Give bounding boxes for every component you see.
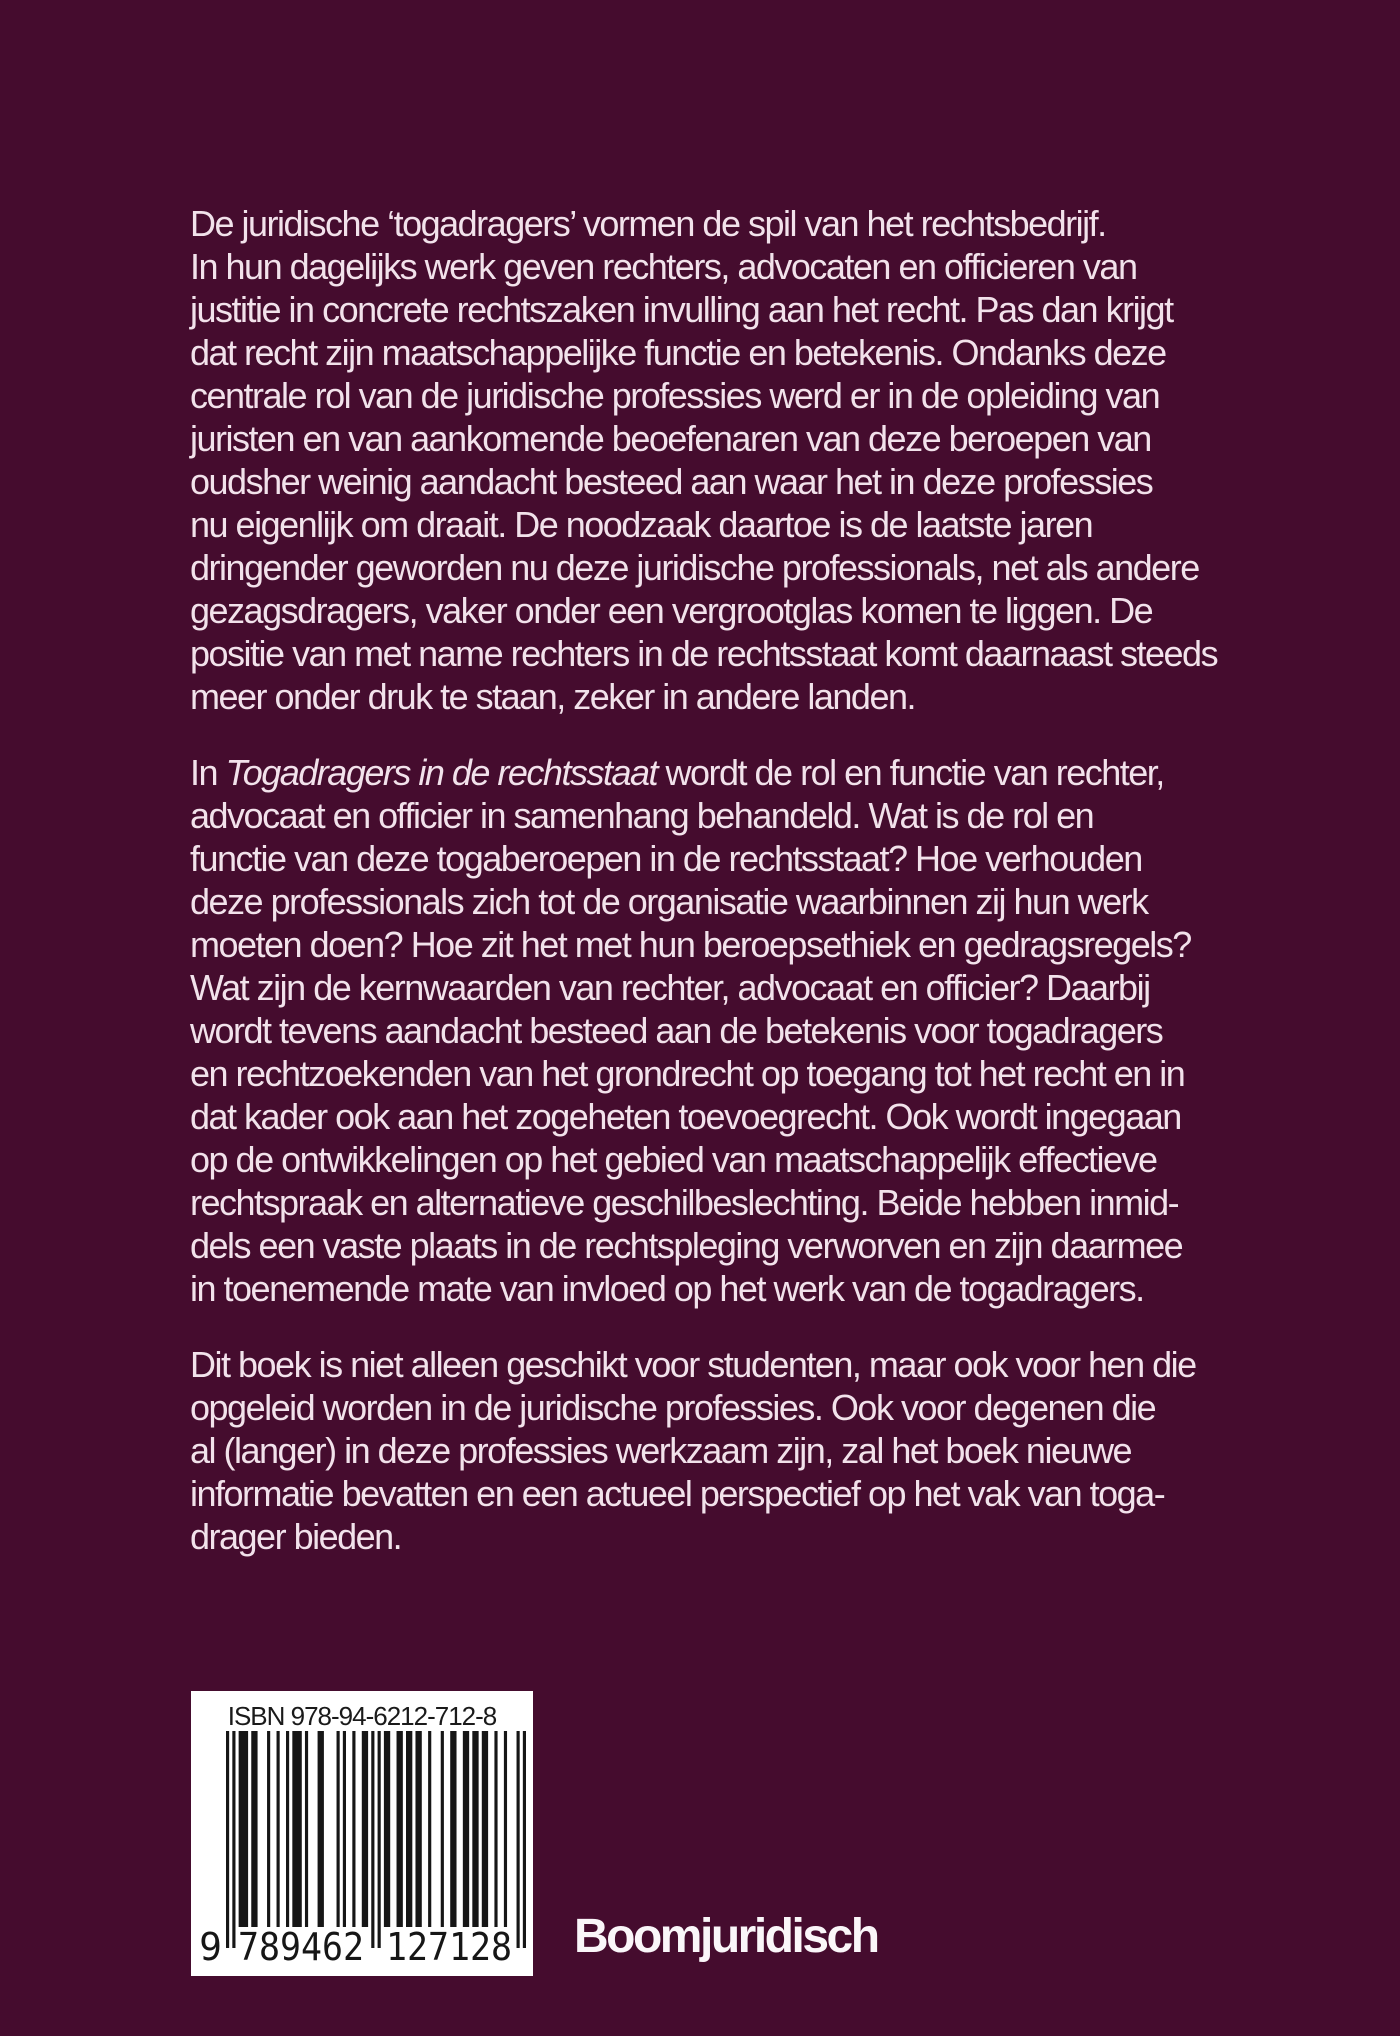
- ean-digit-group: 9: [199, 1925, 222, 1969]
- blurb-line: oudsher weinig aandacht besteed aan waar het in deze professies: [190, 461, 1153, 502]
- blurb-line: Dit boek is niet alleen geschikt voor studenten, maar ook voor hen die: [190, 1344, 1196, 1385]
- blurb-line: wordt tevens aandacht besteed aan de betekenis voor togadragers: [190, 1010, 1163, 1051]
- blurb-paragraph: [190, 751, 1217, 1310]
- blurb-line: drager bieden.: [190, 1516, 402, 1557]
- isbn-number: ISBN 978-94-6212-712-8: [227, 1701, 497, 1731]
- ean-digit-group: 127128: [386, 1925, 512, 1969]
- blurb-line: al (langer) in deze professies werkzaam zijn, zal het boek nieuwe: [190, 1430, 1132, 1471]
- ean13-barcode-svg: [196, 1731, 526, 1969]
- isbn-barcode-panel: [191, 1691, 533, 1976]
- blurb-line: dels een vaste plaats in de rechtspleging verworven en zijn daarmee: [190, 1225, 1183, 1266]
- blurb-line: centrale rol van de juridische professies werd er in de opleiding van: [190, 375, 1160, 416]
- blurb-line: rechtspraak en alternatieve geschilbeslechting. Beide hebben inmid-: [190, 1182, 1179, 1223]
- blurb-line: moeten doen? Hoe zit het met hun beroepsethiek en gedragsregels?: [190, 924, 1191, 965]
- blurb-line: meer onder druk te staan, zeker in andere landen.: [190, 676, 915, 717]
- blurb-line: dat kader ook aan het zogeheten toevoegrecht. Ook wordt ingegaan: [190, 1096, 1181, 1137]
- blurb-line: De juridische ‘togadragers’ vormen de spil van het rechtsbedrijf.: [190, 203, 1106, 244]
- blurb-line: en rechtzoekenden van het grondrecht op toegang tot het recht en in: [190, 1053, 1185, 1094]
- blurb-line: Wat zijn de kernwaarden van rechter, advocaat en officier? Daarbij: [190, 967, 1150, 1008]
- ean-digit-group: 789462: [238, 1925, 364, 1969]
- blurb: [190, 202, 1217, 1591]
- blurb-line: positie van met name rechters in de rechtsstaat komt daarnaast steeds: [190, 633, 1218, 674]
- blurb-line: opgeleid worden in de juridische professies. Ook voor degenen die: [190, 1387, 1156, 1428]
- publisher-wordmark: Boomjuridisch: [574, 1910, 878, 1963]
- blurb-line: functie van deze togaberoepen in de rechtsstaat? Hoe verhouden: [190, 838, 1142, 879]
- blurb-line: dat recht zijn maatschappelijke functie en betekenis. Ondanks deze: [190, 332, 1166, 373]
- blurb-line: nu eigenlijk om draait. De noodzaak daartoe is de laatste jaren: [190, 504, 1093, 545]
- blurb-line: informatie bevatten en een actueel perspectief op het vak van toga-: [190, 1473, 1165, 1514]
- blurb-line: gezagsdragers, vaker onder een vergrootglas komen te liggen. De: [190, 590, 1153, 631]
- blurb-line: juristen en van aankomende beoefenaren van deze beroepen van: [190, 418, 1151, 459]
- blurb-line: in toenemende mate van invloed op het werk van de togadragers.: [190, 1268, 1144, 1309]
- blurb-line: dringender geworden nu deze juridische professionals, net als andere: [190, 547, 1199, 588]
- blurb-paragraph: [190, 202, 1217, 718]
- blurb-line: In Togadragers in de rechtsstaat wordt de rol en functie van rechter,: [190, 752, 1164, 793]
- blurb-line: In hun dagelijks werk geven rechters, advocaten en officieren van: [190, 246, 1137, 287]
- blurb-line: justitie in concrete rechtszaken invulling aan het recht. Pas dan krijgt: [190, 289, 1173, 330]
- blurb-line: advocaat en officier in samenhang behandeld. Wat is de rol en: [190, 795, 1094, 836]
- blurb-paragraph: [190, 1343, 1217, 1558]
- blurb-line: op de ontwikkelingen op het gebied van maatschappelijk effectieve: [190, 1139, 1157, 1180]
- blurb-line: deze professionals zich tot de organisatie waarbinnen zij hun werk: [190, 881, 1148, 922]
- ean13-barcode: [196, 1731, 526, 1969]
